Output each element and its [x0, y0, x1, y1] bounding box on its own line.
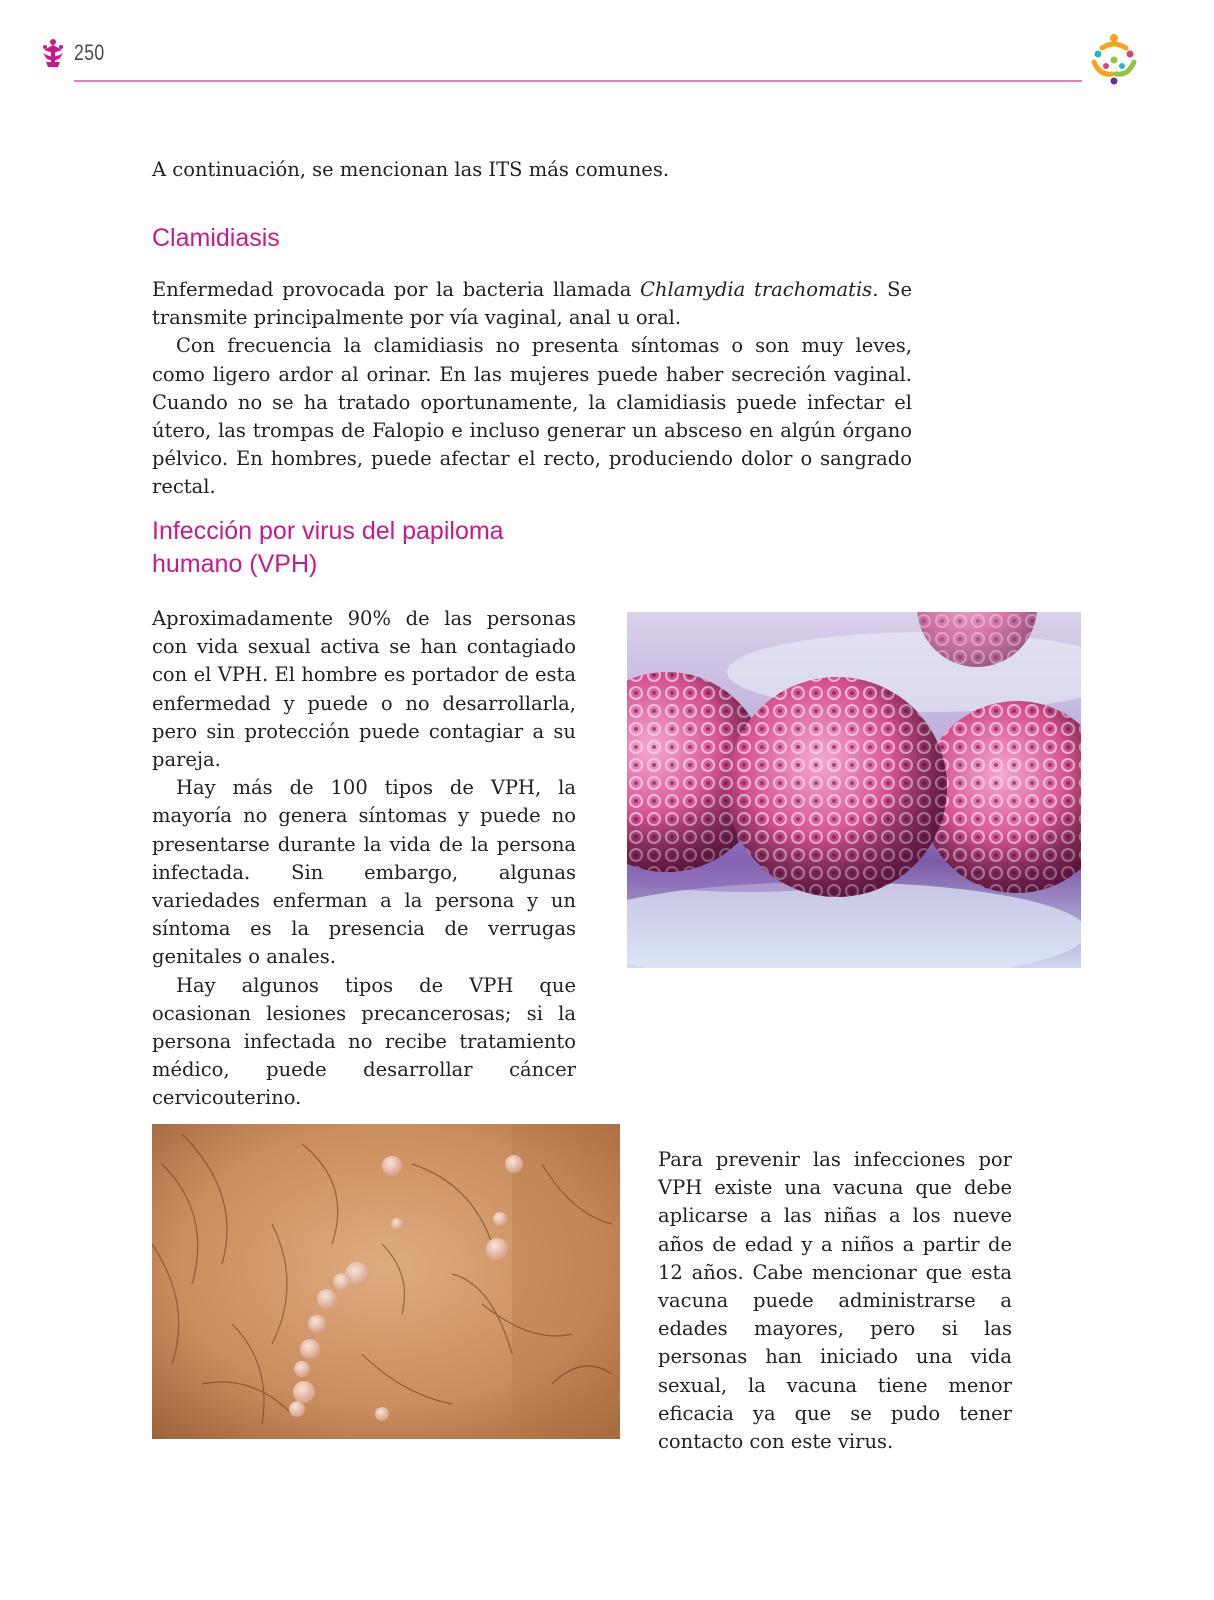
clamidiasis-text [152, 276, 912, 502]
vph-heading: Infección por virus del papiloma humano (VPH) [152, 517, 504, 578]
vph-paragraph-1: Aproximadamente 90% de las personas con vida sexual activa se han contagiado con el VPH. El hombre es portador de esta enfermedad y puede o no desarrollarla, pero sin protección puede contagiar a su pareja. [152, 607, 576, 772]
its-abbreviation: ITS [488, 158, 523, 181]
intro-sentence: A continuación, se mencionan las ITS más comunes. [152, 158, 670, 181]
colorful-dancing-figures-logo-icon [1086, 30, 1142, 86]
genital-warts-skin-photo [152, 1124, 620, 1439]
page-number: 250 [74, 40, 105, 65]
magenta-flower-ornament-icon [40, 38, 66, 68]
vph-paragraph-2: Hay más de 100 tipos de VPH, la mayoría no genera síntomas y puede no presentarse durante la vida de la persona infectada. Sin embargo, algunas variedades enferman a la persona y un síntoma es la presencia de verrugas genitales o anales. [152, 776, 577, 969]
clamidiasis-heading: Clamidiasis [152, 224, 280, 252]
vph-text [152, 605, 576, 1113]
papilloma-virus-illustration [627, 612, 1081, 968]
clamidiasis-paragraph-1: Enfermedad provocada por la bacteria llamada Chlamydia trachomatis. Se transmite principalmente por vía vaginal, anal u oral. [152, 278, 913, 330]
clamidiasis-paragraph-2: Con frecuencia la clamidiasis no presenta síntomas o son muy leves, como ligero ardor al orinar. En las mujeres puede haber secreción vaginal. Cuando no se ha tratado oportunamente, la clamidiasis puede infectar el útero, las trompas de Falopio e incluso generar un absceso en algún órgano pélvico. En hombres, puede afectar el recto, produciendo dolor o sangrado rectal. [152, 334, 912, 499]
vph-paragraph-3: Hay algunos tipos de VPH que ocasionan lesiones precancerosas; si la persona infectada no recibe tratamiento médico, puede desarrollar cáncer cervicouterino. [152, 973, 577, 1110]
bacteria-name: Chlamydia trachomatis [640, 278, 873, 301]
vph-vaccine-paragraph: Para prevenir las infecciones por VPH existe una vacuna que debe aplicarse a las niñas a los nueve años de edad y a niños a partir de 12 años. Cabe mencionar que esta vacuna puede administrarse a edades mayores, pero si las personas han iniciado una vida sexual, la vacuna tiene menor eficacia ya que se pudo tener contacto con este virus. [658, 1148, 1012, 1454]
header-rule [74, 80, 1082, 82]
